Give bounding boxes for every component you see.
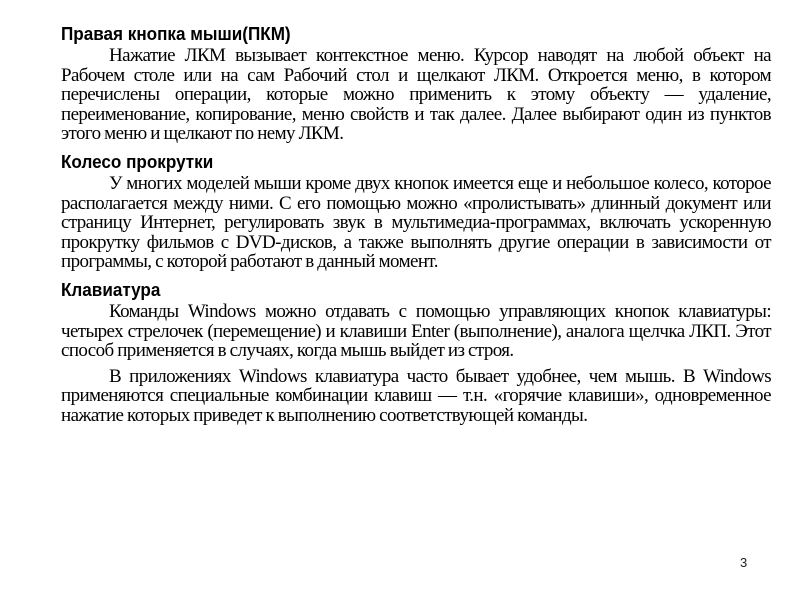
section-paragraph: У многих моделей мыши кроме двух кнопок имеется еще и небольшое колесо, которое располагается между ними. С его помощью можно «пролистывать» длинный документ или страницу Интернет, регулировать звук в мультимедиа-программах, включать ускоренную прокрутку фильмов с DVD-дисков, а также выполнять другие операции в зависимости от программы, с которой работают в данный момент. xyxy=(61,172,771,273)
section-keyboard xyxy=(61,278,771,426)
section-paragraph: Команды Windows можно отдавать с помощью управляющих кнопок клавиатуры: четырех стрелочек (перемещение) и клавиши Enter (выполнение), аналога щелчка ЛКП. Этот способ применяется в случаях, когда мышь выйдет из строя. xyxy=(61,300,771,362)
section-scroll-wheel xyxy=(61,150,771,272)
section-heading: Колесо прокрутки xyxy=(61,151,214,172)
section-paragraph: В приложениях Windows клавиатура часто бывает удобнее, чем мышь. В Windows применяются специальные комбинации клавиш — т.н. «горячие клавиши», одновременное нажатие которых приведет к выполнению соответствующей команды. xyxy=(61,365,771,426)
slide-content xyxy=(61,22,771,426)
section-right-mouse-button xyxy=(61,22,771,144)
section-heading: Клавиатура xyxy=(61,279,161,300)
page-number: 3 xyxy=(740,555,748,570)
section-paragraph: Нажатие ЛКМ вызывает контекстное меню. Курсор наводят на любой объект на Рабочем столе или на сам Рабочий стол и щелкают ЛКМ. Откроется меню, в котором перечислены операции, которые можно применить к этому объекту — удаление, переименование, копирование, меню свойств и так далее. Далее выбирают один из пунктов этого меню и щелкают по нему ЛКМ. xyxy=(61,45,771,145)
section-heading: Правая кнопка мыши(ПКМ) xyxy=(61,24,291,44)
